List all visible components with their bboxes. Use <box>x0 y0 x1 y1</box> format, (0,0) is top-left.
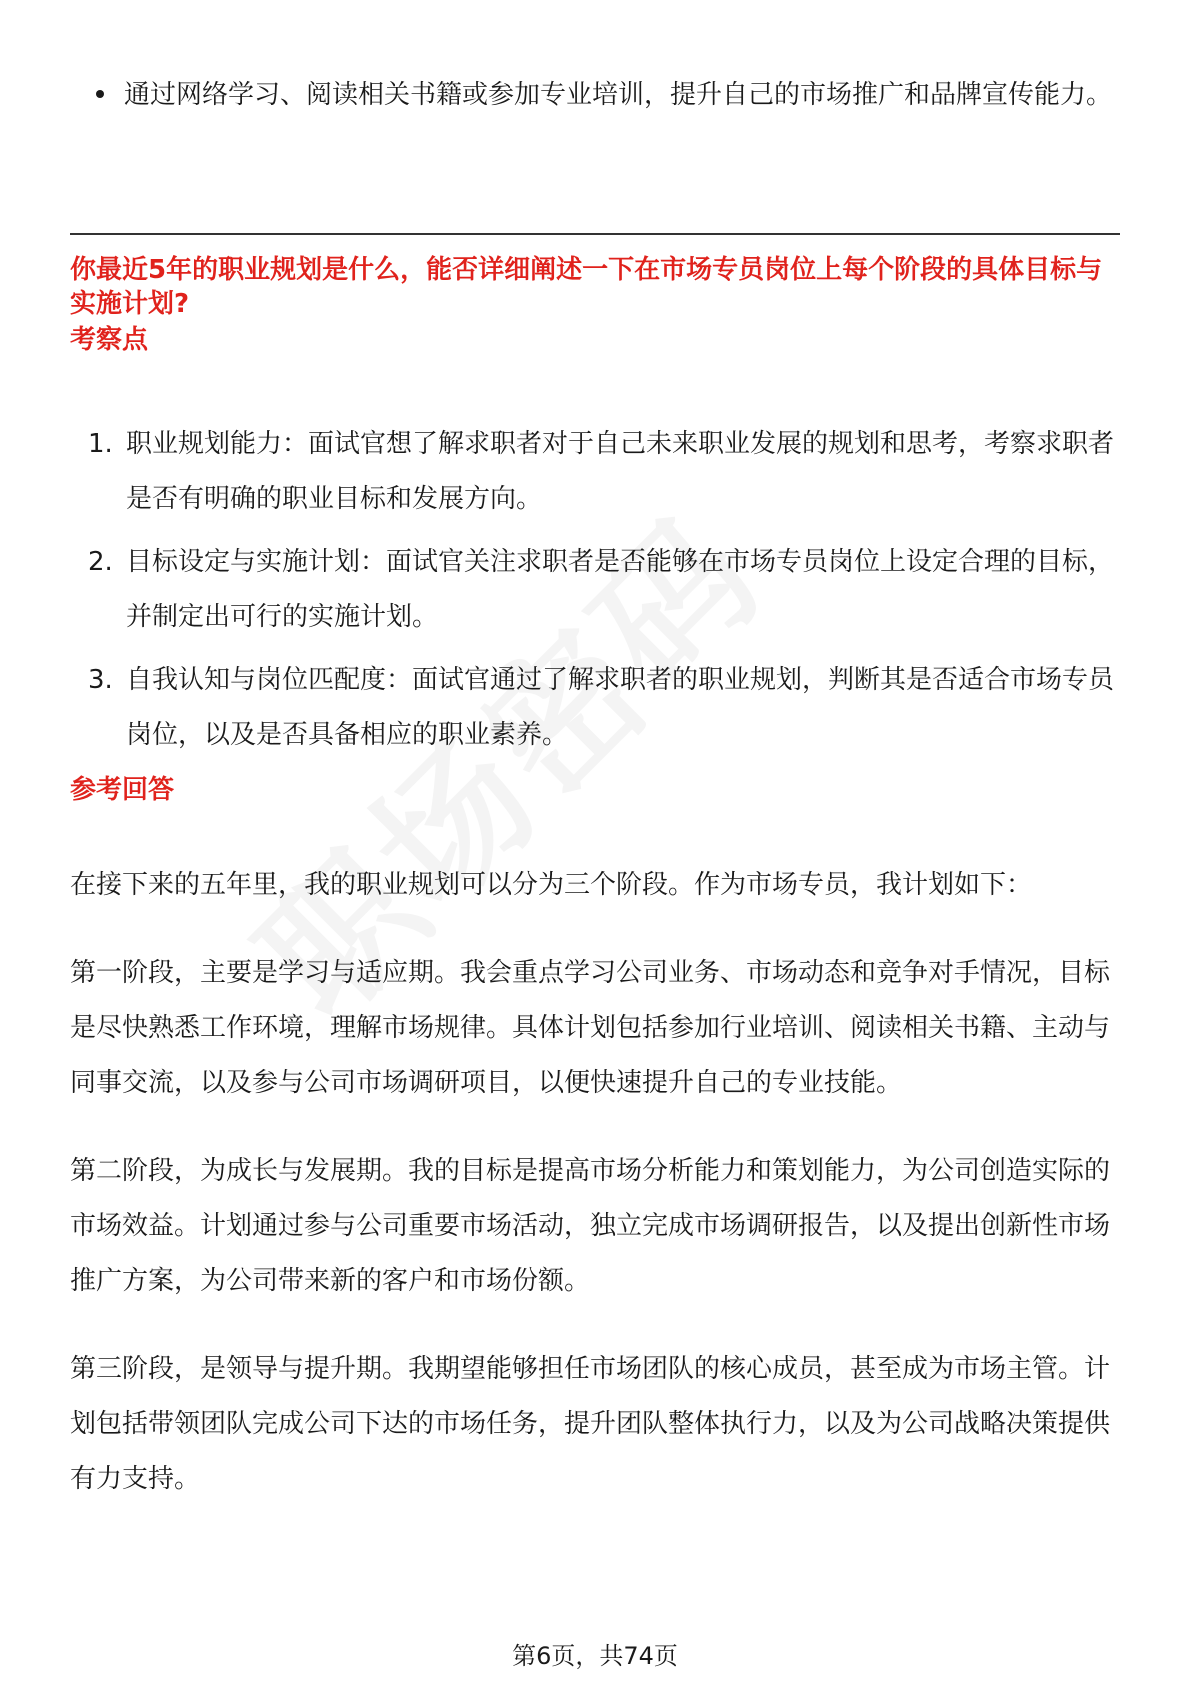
list-text: 目标设定与实施计划：面试官关注求职者是否能够在市场专员岗位上设定合理的目标，并制定出可行的实施计划。 <box>126 547 1115 632</box>
focus-list <box>70 417 1120 771</box>
list-number: 3. <box>88 665 113 695</box>
answer-body <box>70 858 1120 1540</box>
bullet-list-item <box>96 68 1126 123</box>
focus-list-item <box>70 417 1120 527</box>
answer-paragraph: 在接下来的五年里，我的职业规划可以分为三个阶段。作为市场专员，我计划如下： <box>70 870 1033 900</box>
answer-paragraph: 第一阶段，主要是学习与适应期。我会重点学习公司业务、市场动态和竞争对手情况，目标是尽快熟悉工作环境，理解市场规律。具体计划包括参加行业培训、阅读相关书籍、主动与同事交流，以及参与公司市场调研项目，以便快速提升自己的专业技能。 <box>70 958 1111 1098</box>
answer-paragraph: 第二阶段，为成长与发展期。我的目标是提高市场分析能力和策划能力，为公司创造实际的市场效益。计划通过参与公司重要市场活动，独立完成市场调研报告，以及提出创新性市场推广方案，为公司带来新的客户和市场份额。 <box>70 1156 1111 1296</box>
focus-list-item <box>70 653 1120 763</box>
focus-list-item <box>70 535 1120 645</box>
list-text: 自我认知与岗位匹配度：面试官通过了解求职者的职业规划，判断其是否适合市场专员岗位，以及是否具备相应的职业素养。 <box>126 665 1115 750</box>
list-number: 1. <box>88 429 113 459</box>
list-number: 2. <box>88 547 113 577</box>
section-divider <box>70 233 1120 235</box>
question-heading: 你最近5年的职业规划是什么，能否详细阐述一下在市场专员岗位上每个阶段的具体目标与实施计划? <box>70 255 1103 319</box>
page-footer: 第6页，共74页 <box>512 1642 678 1670</box>
bullet-text: 通过网络学习、阅读相关书籍或参加专业培训，提升自己的市场推广和品牌宣传能力。 <box>124 80 1113 110</box>
bullet-icon <box>96 90 104 98</box>
answer-section-title: 参考回答 <box>70 775 175 805</box>
focus-section-title: 考察点 <box>70 325 149 355</box>
answer-paragraph: 第三阶段，是领导与提升期。我期望能够担任市场团队的核心成员，甚至成为市场主管。计划包括带领团队完成公司下达的市场任务，提升团队整体执行力，以及为公司战略决策提供有力支持。 <box>70 1354 1111 1494</box>
list-text: 职业规划能力：面试官想了解求职者对于自己未来职业发展的规划和思考，考察求职者是否有明确的职业目标和发展方向。 <box>126 429 1115 514</box>
